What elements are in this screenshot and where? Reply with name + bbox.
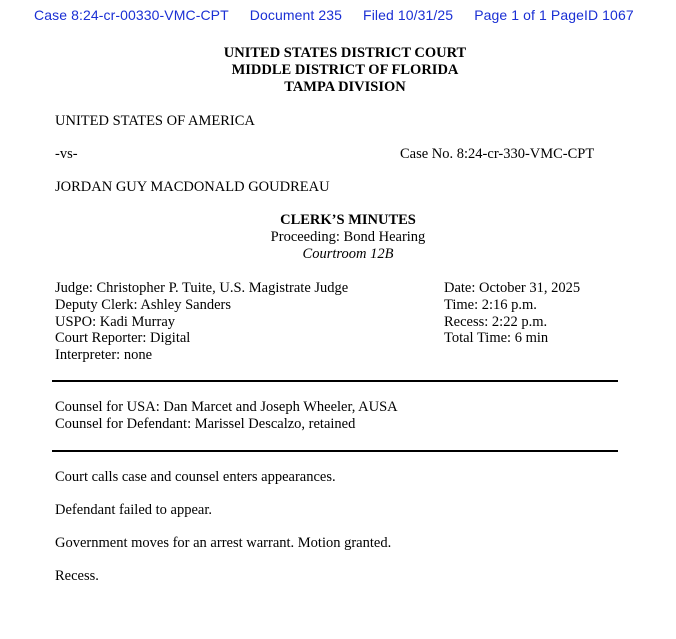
court-division: TAMPA DIVISION [284, 79, 406, 95]
hearing-details-left [55, 280, 348, 364]
time-line: Time: 2:16 p.m. [444, 296, 537, 313]
stamp-page-id: Page 1 of 1 PageID 1067 [474, 7, 634, 23]
plaintiff-name: UNITED STATES OF AMERICA [55, 113, 255, 129]
versus-label: -vs- [55, 146, 78, 162]
court-reporter-line: Court Reporter: Digital [55, 330, 191, 347]
counsel-block [55, 399, 398, 433]
proceeding-type: Proceeding: Bond Hearing [270, 229, 426, 245]
divider-rule [52, 450, 618, 452]
stamp-filed-date: Filed 10/31/25 [363, 7, 454, 23]
minutes-title: CLERK’S MINUTES [280, 212, 416, 228]
deputy-clerk-line: Deputy Clerk: Ashley Sanders [55, 296, 231, 313]
total-time-line: Total Time: 6 min [444, 330, 549, 347]
date-line: Date: October 31, 2025 [444, 280, 581, 296]
stamp-document-number: Document 235 [249, 7, 343, 23]
counsel-usa-line: Counsel for USA: Dan Marcet and Joseph Wheeler, AUSA [55, 399, 398, 415]
uspo-line: USPO: Kadi Murray [55, 313, 176, 330]
court-name: UNITED STATES DISTRICT COURT [223, 45, 467, 61]
proceeding-entry: Defendant failed to appear. [55, 502, 213, 518]
minutes-heading [0, 212, 676, 263]
filing-stamp [34, 7, 634, 23]
judge-line: Judge: Christopher P. Tuite, U.S. Magistrate Judge [55, 280, 349, 296]
hearing-details-right [444, 280, 580, 347]
proceeding-entry: Court calls case and counsel enters appearances. [55, 469, 336, 485]
case-number: Case No. 8:24-cr-330-VMC-CPT [400, 146, 595, 162]
defendant-name: JORDAN GUY MACDONALD GOUDREAU [55, 179, 330, 195]
divider-rule [52, 380, 618, 382]
proceeding-entry: Recess. [55, 568, 99, 584]
court-heading [0, 45, 676, 96]
court-district: MIDDLE DISTRICT OF FLORIDA [231, 62, 459, 78]
counsel-defendant-line: Counsel for Defendant: Marissel Descalzo, retained [55, 415, 356, 432]
courtroom: Courtroom 12B [302, 246, 394, 262]
stamp-case-number: Case 8:24-cr-00330-VMC-CPT [34, 7, 229, 23]
proceeding-entry: Government moves for an arrest warrant. Motion granted. [55, 535, 392, 551]
recess-line: Recess: 2:22 p.m. [444, 313, 548, 330]
interpreter-line: Interpreter: none [55, 347, 153, 364]
